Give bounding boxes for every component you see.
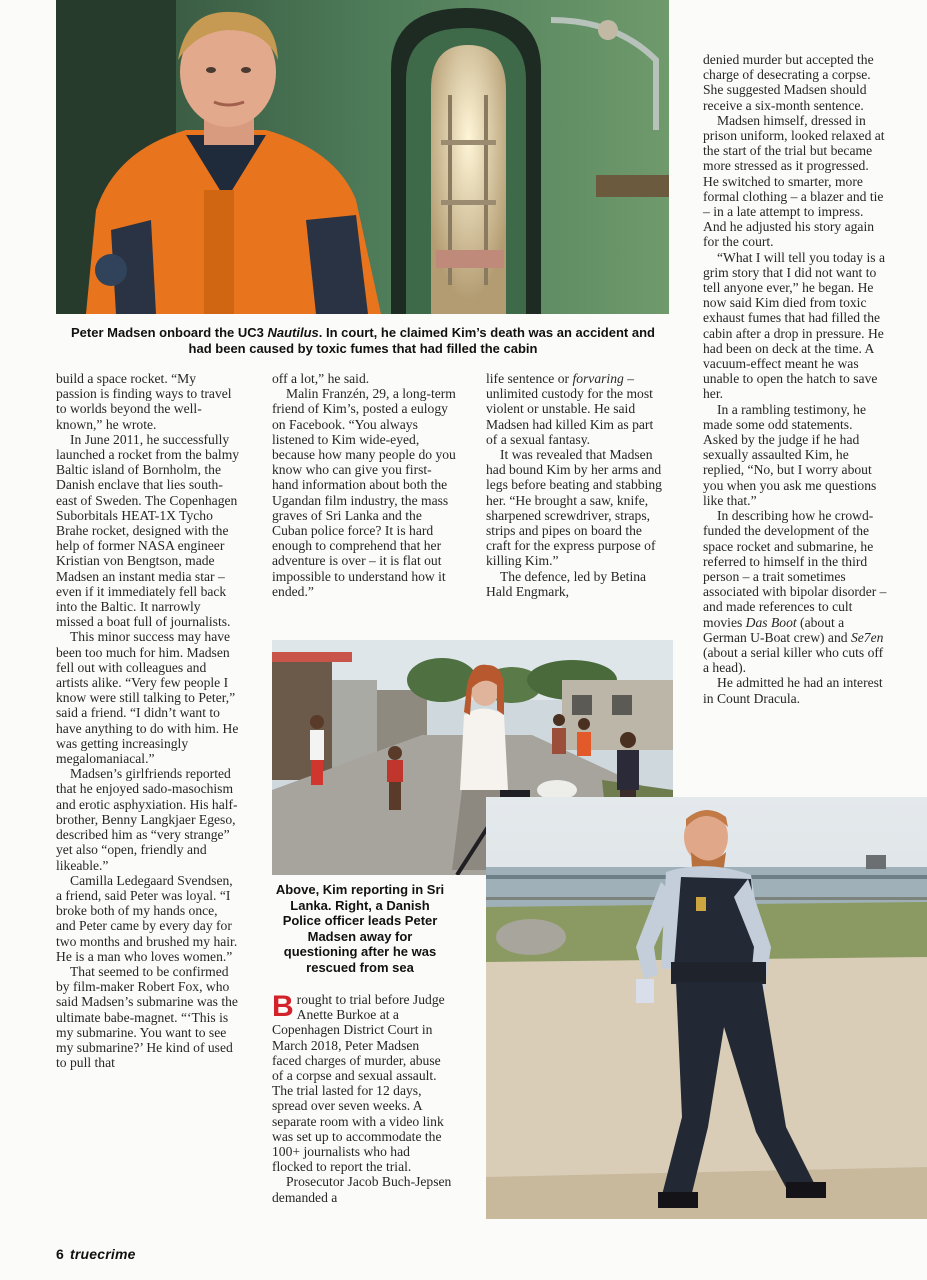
caption-submarine-name: Nautilus (267, 325, 319, 340)
col4-text: (about a serial killer who cuts off a head). (703, 644, 884, 676)
col4-paragraph (703, 508, 887, 675)
article-column-3 (486, 371, 662, 599)
col1-paragraph: Camilla Ledegaard Svendsen, a friend, said Peter was loyal. “I broke both of my hands once, and Peter came by every day for two months and brushed my hair. He is a man who loves women.” (56, 872, 238, 964)
col1-paragraph: Madsen’s girlfriends reported that he enjoyed sado-masochism and erotic asphyxiation. His half-brother, Benny Langkjaer Egeso, described him as “very strange” yet also “open, friendly and likeable.” (56, 766, 238, 873)
page-footer (56, 1246, 136, 1262)
col1-paragraph: That seemed to be confirmed by film-maker Robert Fox, who said Madsen’s submarine was the ultimate babe-magnet. “‘This is my submarine. You want to see my submarine?’ He kind of used to pull that (56, 963, 238, 1071)
col2b-paragraph (272, 992, 452, 1174)
col2-paragraph: Malin Franzén, 29, a long-term friend of Kim’s, posted a eulogy on Facebook. “You always listened to Kim wide-eyed, because how many people do you know who can give you first-hand information about both the Ugandan film industry, the mass graves of Sri Lanka and the Cuban police force? It is hard enough to comprehend that her adventure is over – it is flat out impossible to understand how it ended.” (272, 386, 456, 599)
col2-paragraph: off a lot,” he said. (272, 371, 370, 386)
top-photo-caption (70, 325, 656, 356)
col3-text: – unlimited custody for the most violent or unstable. He said Madsen had killed Kim as part of a sexual fantasy. (486, 371, 654, 447)
article-column-1 (56, 371, 240, 1070)
col1-paragraph: build a space rocket. “My passion is finding ways to travel to worlds beyond the well-known,” he wrote. (56, 371, 232, 432)
col3-term-forvaring: forvaring (572, 371, 624, 386)
col4-paragraph: “What I will tell you today is a grim story that I did not want to tell anyone ever,” he began. He now said Kim died from toxic exhaust fumes that had filled the cabin after a drop in pressure. He had been on deck at the time. A vacuum-effect meant he was unable to open the hatch to save her. (703, 249, 885, 402)
caption-text-post: . In court, he claimed Kim’s death was an accident and had been caused by toxic fumes that had filled the cabin (188, 325, 655, 356)
col3-paragraph: The defence, led by Betina Hald Engmark, (486, 568, 647, 599)
caption-text-pre: Peter Madsen onboard the UC3 (71, 325, 268, 340)
col4-paragraph: Madsen himself, dressed in prison uniform, looked relaxed at the start of the trial but became more stressed as it progressed. He switched to smarter, more formal clothing – a blazer and tie – in a late attempt to impress. And he adjusted his story again for the court. (703, 112, 885, 250)
photo-police-officer (486, 797, 927, 1219)
col2b-paragraph: Prosecutor Jacob Buch-Jepsen demanded a (272, 1174, 452, 1205)
col4-paragraph: denied murder but accepted the charge of desecrating a corpse. She suggested Madsen should receive a six-month sentence. (703, 52, 874, 113)
middle-photo-caption: Above, Kim reporting in Sri Lanka. Right, a Danish Police officer leads Peter Madsen away for questioning after he was rescued from sea (275, 882, 445, 975)
movie-title-se7en: Se7en (850, 629, 884, 645)
col4-paragraph: He admitted he had an interest in Count Dracula. (703, 675, 883, 706)
article-column-4 (703, 52, 887, 706)
col1-paragraph: In June 2011, he successfully launched a rocket from the balmy Baltic island of Bornholm, the Danish enclave that lies south-east of Sweden. The Copenhagen Suborbitals HEAT-1X Tycho Brahe rocket, designed with the help of former NASA engineer Kristian von Bengtson, made Madsen an instant media star – even if it immediately fell back into the Baltic. It narrowly missed a boat full of journalists. (56, 431, 240, 630)
drop-cap: B (272, 990, 294, 1023)
col3-paragraph (486, 371, 662, 447)
col3-paragraph: It was revealed that Madsen had bound Kim by her arms and legs before beating and stabbing her. “He brought a saw, knife, sharpened screwdriver, straps, strips and pipes on board the craft for the express purpose of killing Kim.” (486, 447, 662, 569)
col3-text: life sentence or (486, 371, 573, 386)
col1-paragraph: This minor success may have been too much for him. Madsen fell out with colleagues and artists alike. “Very few people I know were still talking to Peter,” said a friend. “I didn’t want to have anything to do with him. He was getting increasingly megalomaniacal.” (56, 629, 239, 767)
magazine-brand: truecrime (70, 1246, 136, 1262)
article-column-2-continued (272, 992, 452, 1205)
col4-paragraph: In a rambling testimony, he made some odd statements. Asked by the judge if he had sexually assaulted Kim, he replied, “No, but I worry about you when you ask me questions like that.” (703, 401, 877, 508)
page-number: 6 (56, 1246, 64, 1262)
col4-text: (about a German U-Boat crew) and (703, 614, 851, 645)
movie-title-das-boot: Das Boot (745, 614, 797, 630)
col4-text: In describing how he crowd-funded the development of the space rocket and submarine, he referred to himself in the third person – a trait sometimes associated with bipolar disorder – and made references to cult movies (703, 508, 887, 630)
article-column-2 (272, 371, 457, 599)
photo-madsen-submarine (56, 0, 669, 314)
col2b-text: rought to trial before Judge Anette Burkoe at a Copenhagen District Court in March 2018, Peter Madsen faced charges of murder, abuse of a corpse and sexual assault. The trial lasted for 12 days, spread over seven weeks. A separate room with a video link was set up to accommodate the 100+ journalists who had flocked to report the trial. (272, 992, 445, 1175)
